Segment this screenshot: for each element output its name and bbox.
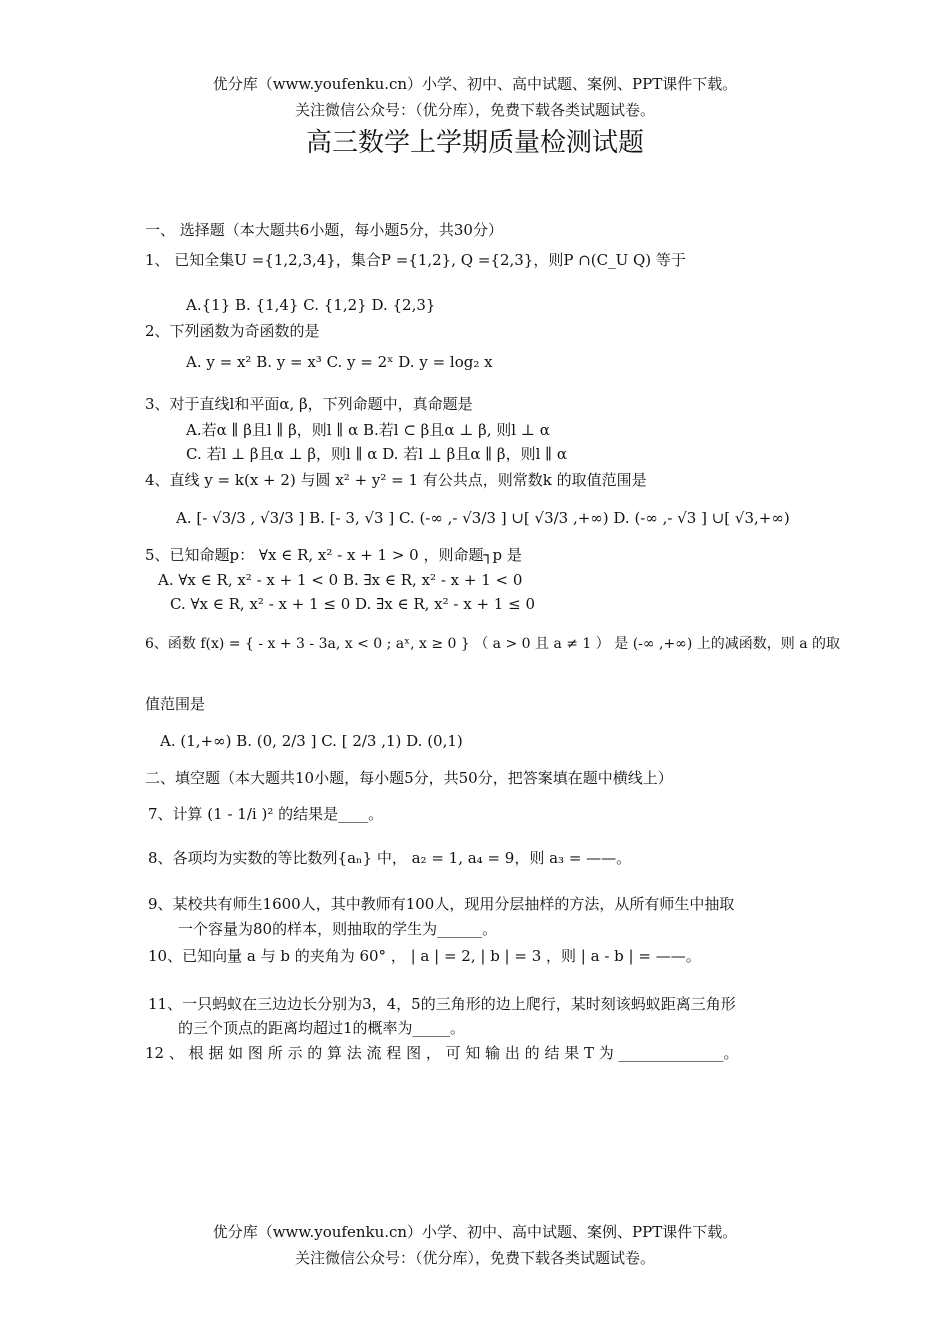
section-1-heading: 一、 选择题（本大题共6小题，每小题5分，共30分） xyxy=(145,221,503,239)
section-2-heading: 二、填空题（本大题共10小题，每小题5分，共50分，把答案填在题中横线上） xyxy=(145,769,673,787)
question-4-options: A. [- √3/3 , √3/3 ] B. [- 3, √3 ] C. (-∞ ,- √3/3 ] ∪[ √3/3 ,+∞) D. (-∞ ,- √3 ] ∪[ √3,+∞) xyxy=(176,509,790,527)
footer-line-1: 优分库（www.youfenku.cn）小学、初中、高中试题、案例、PPT课件下载。 xyxy=(212,1223,738,1241)
question-3-options-ab: A.若α ∥ β且l ∥ β，则l ∥ α B.若l ⊂ β且α ⊥ β, 则l ⊥ α xyxy=(186,421,550,439)
question-2-options: A. y = x² B. y = x³ C. y = 2ˣ D. y = log₂ x xyxy=(186,353,493,371)
question-3-stem: 3、对于直线l和平面α, β，下列命题中，真命题是 xyxy=(145,395,473,413)
question-8: 8、各项均为实数的等比数列{aₙ} 中， a₂ = 1, a₄ = 9，则 a₃ = ——。 xyxy=(148,849,632,867)
page-title: 高三数学上学期质量检测试题 xyxy=(305,128,644,158)
question-5-options-ab: A. ∀x ∈ R, x² - x + 1 < 0 B. ∃x ∈ R, x² - x + 1 < 0 xyxy=(158,571,523,589)
question-3-options-cd: C. 若l ⊥ β且α ⊥ β，则l ∥ α D. 若l ⊥ β且α ∥ β，则l ∥ α xyxy=(186,445,567,463)
header-line-2: 关注微信公众号：（优分库），免费下载各类试题试卷。 xyxy=(294,101,655,119)
question-2-stem: 2、下列函数为奇函数的是 xyxy=(145,322,320,340)
question-6-options: A. (1,+∞) B. (0, 2/3 ] C. [ 2/3 ,1) D. (0,1) xyxy=(160,732,463,750)
question-10: 10、已知向量 a 与 b 的夹角为 60° ， | a | = 2, | b | = 3 ，则 | a - b | = ——。 xyxy=(148,947,701,965)
question-6-stem: 6、函数 f(x) = { - x + 3 - 3a, x < 0 ; aˣ, x ≥ 0 } （ a > 0 且 a ≠ 1 ） 是 (-∞ ,+∞) 上的减函数，则 a 的取 xyxy=(145,636,840,652)
question-5-options-cd: C. ∀x ∈ R, x² - x + 1 ≤ 0 D. ∃x ∈ R, x² - x + 1 ≤ 0 xyxy=(170,595,535,613)
header-line-1: 优分库（www.youfenku.cn）小学、初中、高中试题、案例、PPT课件下载。 xyxy=(212,75,738,93)
question-9-line-2: 一个容量为80的样本，则抽取的学生为______。 xyxy=(178,920,498,938)
question-4-stem: 4、直线 y = k(x + 2) 与圆 x² + y² = 1 有公共点，则常数k 的取值范围是 xyxy=(145,471,647,489)
question-7: 7、计算 (1 - 1/i )² 的结果是____。 xyxy=(148,805,384,823)
question-11-line-2: 的三个顶点的距离均超过1的概率为_____。 xyxy=(178,1019,466,1037)
question-1-stem: 1、 已知全集U ={1,2,3,4}，集合P ={1,2}, Q ={2,3}，则P ∩(C_U Q) 等于 xyxy=(145,251,686,269)
question-6-stem-continued: 值范围是 xyxy=(145,695,206,713)
question-11-line-1: 11、一只蚂蚁在三边边长分别为3，4，5的三角形的边上爬行，某时刻该蚂蚁距离三角形 xyxy=(148,995,736,1013)
question-9-line-1: 9、某校共有师生1600人，其中教师有100人，现用分层抽样的方法，从所有师生中抽取 xyxy=(148,895,735,913)
question-5-stem: 5、已知命题p： ∀x ∈ R, x² - x + 1 > 0 ，则命题┐p 是 xyxy=(145,546,522,564)
question-12: 12 、 根 据 如 图 所 示 的 算 法 流 程 图 ， 可 知 输 出 的 结 果 T 为 ______________。 xyxy=(145,1044,739,1062)
question-1-options: A.{1} B. {1,4} C. {1,2} D. {2,3} xyxy=(186,296,436,314)
footer-line-2: 关注微信公众号：（优分库），免费下载各类试题试卷。 xyxy=(294,1249,655,1267)
